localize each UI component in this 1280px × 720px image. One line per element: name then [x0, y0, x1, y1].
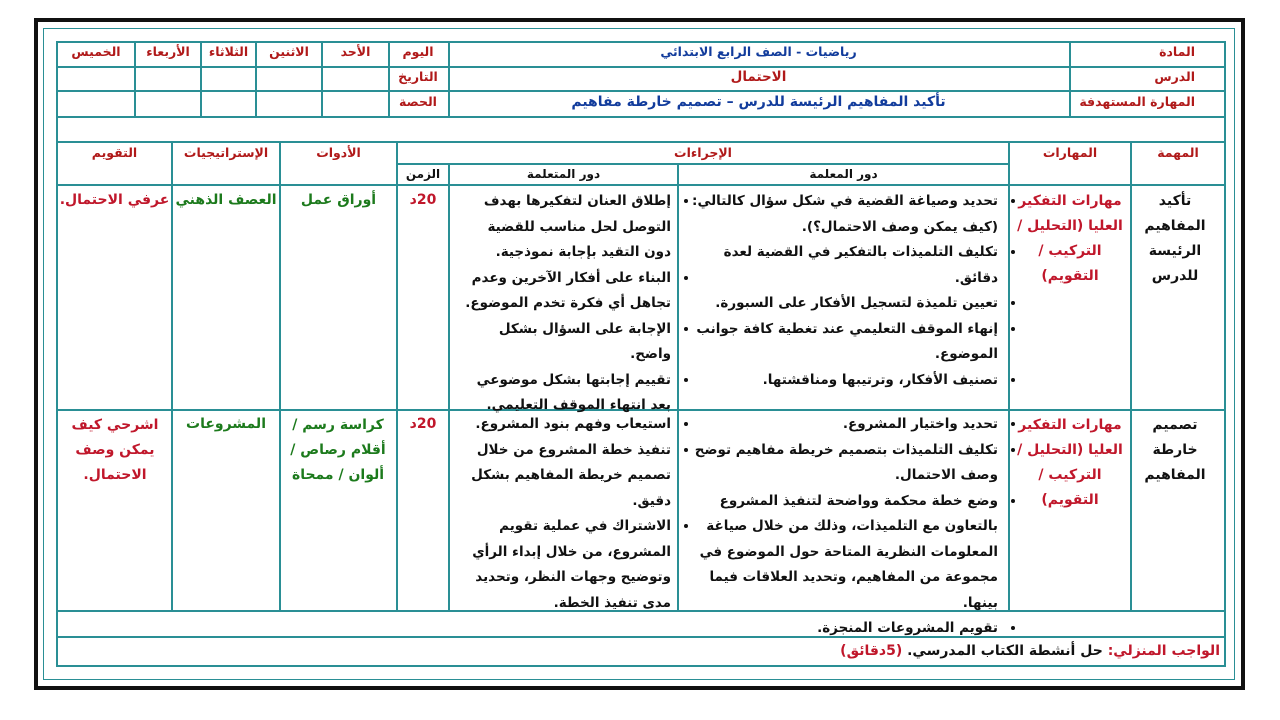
- skill-label: المهارة المستهدفة: [1079, 94, 1195, 109]
- list-item: • تقويم المشروعات المنجزة.: [690, 616, 1000, 642]
- subject-label: المادة: [1159, 44, 1195, 59]
- row1-evaluation: عرفي الاحتمال.: [59, 192, 170, 208]
- subject-value: رياضيات - الصف الرابع الابتدائي: [660, 44, 857, 59]
- list-item: • الاشتراك في عملية تقويم المشروع، من خلال إبداء الرأي وتوضيح وجهات النظر، وتحديد مدى تنفيذ الخطة.: [456, 514, 673, 616]
- row1-student-list: [456, 189, 689, 419]
- lesson-value: الاحتمال: [730, 69, 787, 85]
- row1-strategy: العصف الذهني: [175, 192, 277, 208]
- day-monday: الاثنين: [269, 44, 309, 59]
- list-item: • تعيين تلميذة لتسجيل الأفكار على السبورة.: [690, 291, 1000, 317]
- list-item: • تحديد واختيار المشروع.: [690, 412, 1000, 438]
- skill-value: تأكيد المفاهيم الرئيسة للدرس – تصميم خارطة مفاهيم: [571, 94, 946, 110]
- col-teacher-role: دور المعلمة: [809, 167, 878, 181]
- homework-duration: (5دقائق): [840, 643, 903, 659]
- list-item: • تنفيذ خطة المشروع من خلال تصميم خريطة المفاهيم بشكل دقيق.: [456, 438, 673, 515]
- list-item: • تقييم إجابتها بشكل موضوعي بعد انتهاء الموقف التعليمي.: [456, 368, 673, 419]
- col-strategies: الإستراتيجيات: [183, 145, 269, 160]
- list-item: • تحديد وصياغة القضية في شكل سؤال كالتالي: (كيف يمكن وصف الاحتمال؟).: [690, 189, 1000, 240]
- day-thursday: الخميس: [71, 44, 121, 59]
- row1-teacher-list: [690, 189, 1016, 393]
- col-tools: الأدوات: [316, 145, 361, 160]
- row1-time: 20د: [409, 192, 437, 208]
- homework-line: [840, 642, 1220, 660]
- row1-tools: أوراق عمل: [300, 192, 377, 208]
- list-item: • تكليف التلميذات بالتفكير في القضية لعدة دقائق.: [690, 240, 1000, 291]
- col-student-role: دور المتعلمة: [526, 167, 601, 181]
- homework-label: الواجب المنزلي:: [1107, 643, 1220, 659]
- list-item: • استيعاب وفهم بنود المشروع.: [456, 412, 673, 438]
- row2-time: 20د: [409, 416, 437, 432]
- row2-strategy: المشروعات: [186, 416, 266, 432]
- row1-task: تأكيد المفاهيم الرئيسة للدرس: [1144, 193, 1206, 284]
- col-evaluation: التقويم: [91, 145, 138, 160]
- date-label: التاريخ: [398, 69, 438, 84]
- row2-task: تصميم خارطة المفاهيم: [1144, 417, 1206, 483]
- list-item: • البناء على أفكار الآخرين وعدم تجاهل أي فكرة تخدم الموضوع.: [456, 266, 673, 317]
- list-item: • وضع خطة محكمة وواضحة لتنفيذ المشروع بالتعاون مع التلميذات، وذلك من خلال صياغة المعلومات النظرية المتاحة حول الموضوع في مجموعة من المفاهيم، وتحديد العلاقات فيما بينها.: [690, 489, 1000, 617]
- col-skills: المهارات: [1042, 145, 1098, 160]
- period-label: الحصة: [399, 94, 437, 109]
- homework-text: حل أنشطة الكتاب المدرسي.: [907, 643, 1103, 659]
- row1-skills: مهارات التفكير العليا (التحليل / التركيب / التقويم): [1017, 193, 1123, 284]
- col-time: الزمن: [405, 167, 441, 181]
- list-item: • الإجابة على السؤال بشكل واضح.: [456, 317, 673, 368]
- list-item: • تصنيف الأفكار، وترتيبها ومناقشتها.: [690, 368, 1000, 394]
- col-task: المهمة: [1157, 145, 1199, 160]
- day-tuesday: الثلاثاء: [208, 44, 249, 59]
- row2-evaluation: اشرحي كيف يمكن وصف الاحتمال.: [71, 417, 159, 483]
- list-item: • إطلاق العنان لتفكيرها بهدف التوصل لحل مناسب للقضية دون التقيد بإجابة نموذجية.: [456, 189, 673, 266]
- row2-skills: مهارات التفكير العليا (التحليل / التركيب / التقويم): [1017, 417, 1123, 508]
- lesson-label: الدرس: [1154, 69, 1195, 84]
- row2-student-list: [456, 412, 689, 616]
- day-label: اليوم: [402, 44, 434, 59]
- col-procedures: الإجراءات: [674, 145, 732, 160]
- row2-teacher-list: [690, 412, 1016, 642]
- list-item: • تكليف التلميذات بتصميم خريطة مفاهيم توضح وصف الاحتمال.: [690, 438, 1000, 489]
- day-wednesday: الأربعاء: [146, 44, 190, 59]
- row2-tools: كراسة رسم / أقلام رصاص / ألوان / ممحاة: [290, 417, 386, 483]
- list-item: • إنهاء الموقف التعليمي عند تغطية كافة جوانب الموضوع.: [690, 317, 1000, 368]
- day-sunday: الأحد: [340, 44, 371, 59]
